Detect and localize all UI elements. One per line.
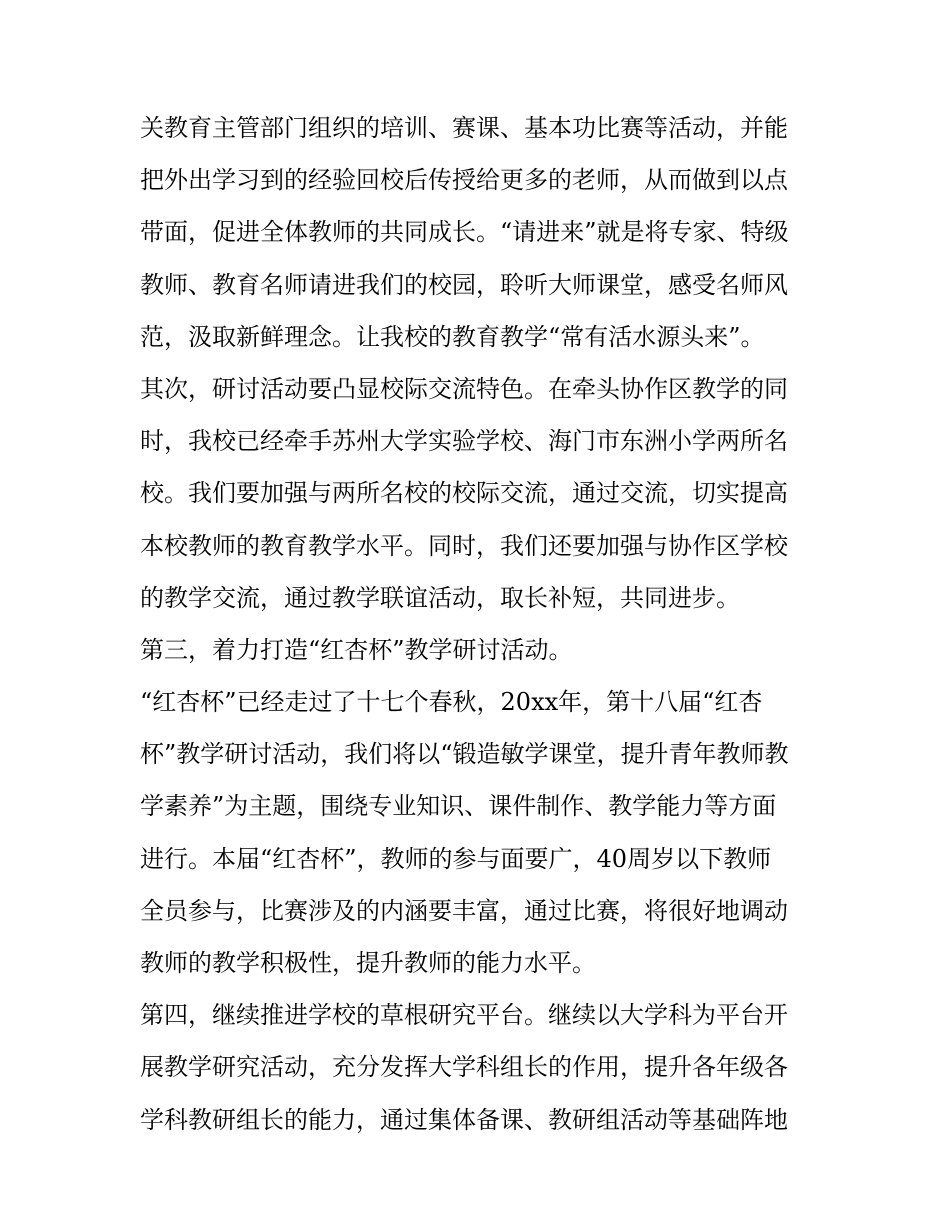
text-line: 其次，研讨活动要凸显校际交流特色。在牵头协作区教学的同 [140,374,788,403]
text-line: 本校教师的教育教学水平。同时，我们还要加强与协作区学校 [140,531,788,560]
text-line: 进行。本届“红杏杯”，教师的参与面要广，40周岁以下教师 [140,844,772,873]
text-line: 范，汲取新鲜理念。让我校的教育教学“常有活水源头来”。 [140,322,765,351]
text-line: 学科教研组长的能力，通过集体备课、教研组活动等基础阵地 [140,1105,788,1134]
text-line: 全员参与，比赛涉及的内涵要丰富，通过比赛，将很好地调动 [140,896,788,925]
body-text [140,102,820,1146]
text-line: 把外出学习到的经验回校后传授给更多的老师，从而做到以点 [140,166,788,195]
text-line: 的教学交流，通过教学联谊活动，取长补短，共同进步。 [140,583,740,612]
text-line: 带面，促进全体教师的共同成长。“请进来”就是将专家、特级 [140,218,789,247]
text-line: 第三，着力打造“红杏杯”教学研讨活动。 [140,635,573,664]
text-line: 杯”教学研讨活动，我们将以“锻造敏学课堂，提升青年教师教 [140,740,789,769]
text-line: 关教育主管部门组织的培训、赛课、基本功比赛等活动，并能 [140,114,788,142]
text-line: 第四，继续推进学校的草根研究平台。继续以大学科为平台开 [140,1001,788,1030]
text-line: 展教学研究活动，充分发挥大学科组长的作用，提升各年级各 [140,1053,788,1082]
text-line: 教师的教学积极性，提升教师的能力水平。 [140,949,596,977]
text-line: “红杏杯”已经走过了十七个春秋，20xx年，第十八届“红杏 [140,688,763,717]
text-line: 时，我校已经牵手苏州大学实验学校、海门市东洲小学两所名 [140,427,788,456]
text-line: 学素养”为主题，围绕专业知识、课件制作、教学能力等方面 [140,792,777,821]
text-line: 校。我们要加强与两所名校的校际交流，通过交流，切实提高 [140,479,788,508]
text-line: 教师、教育名师请进我们的校园，聆听大师课堂，感受名师风 [140,270,788,299]
